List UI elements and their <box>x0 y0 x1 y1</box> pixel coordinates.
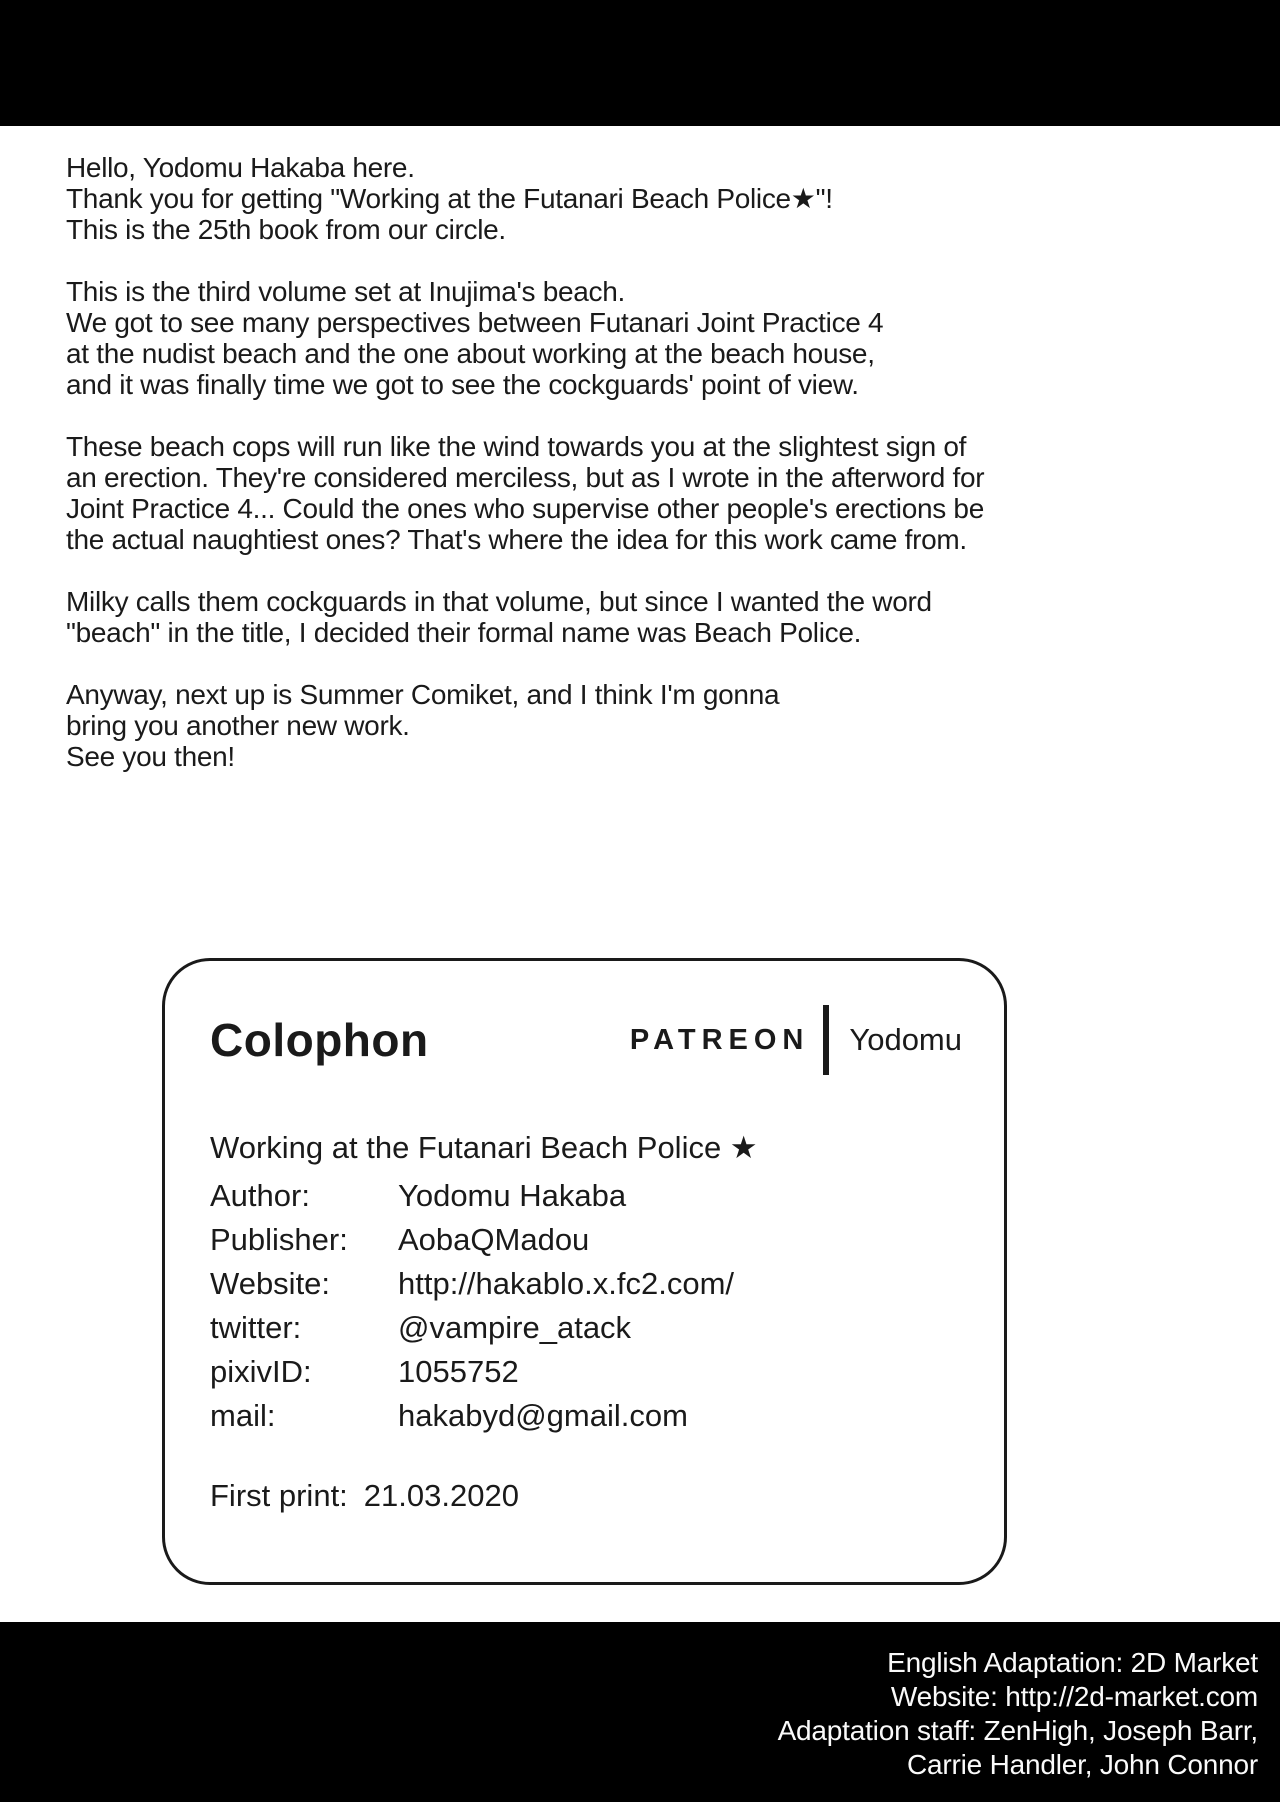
afterword-line: bring you another new work. <box>66 710 410 741</box>
colophon-box <box>162 958 1007 1585</box>
afterword-line: This is the third volume set at Inujima's beach. <box>66 276 625 307</box>
footer-line-website: Website: http://2d-market.com <box>890 1681 1258 1712</box>
field-label-pixiv: pixivID: <box>210 1354 312 1389</box>
patreon-logo <box>630 1005 962 1075</box>
afterword-paragraph <box>66 679 1216 772</box>
footer-line-staff: Adaptation staff: ZenHigh, Joseph Barr, <box>777 1715 1258 1746</box>
afterword-paragraph <box>66 152 1216 245</box>
field-row-author <box>210 1174 962 1218</box>
field-label-author: Author: <box>210 1178 310 1213</box>
footer-credits-bar <box>0 1622 1280 1802</box>
first-print-row <box>210 1478 962 1514</box>
afterword-line: "beach" in the title, I decided their formal name was Beach Police. <box>66 617 862 648</box>
field-label-publisher: Publisher: <box>210 1222 348 1257</box>
field-label-mail: mail: <box>210 1398 276 1433</box>
work-title: Working at the Futanari Beach Police ★ <box>210 1130 758 1165</box>
field-label-twitter: twitter: <box>210 1310 302 1345</box>
patreon-account-name: Yodomu <box>849 1022 962 1057</box>
afterword-line: We got to see many perspectives between Futanari Joint Practice 4 <box>66 307 884 338</box>
field-value-mail: hakabyd@gmail.com <box>398 1398 688 1433</box>
field-value-pixiv: 1055752 <box>398 1354 519 1389</box>
field-value-publisher: AobaQMadou <box>398 1222 590 1257</box>
first-print-date: 21.03.2020 <box>363 1478 519 1513</box>
patreon-wordmark: PATREON <box>629 1023 810 1056</box>
field-value-author: Yodomu Hakaba <box>398 1178 627 1213</box>
afterword-line: Milky calls them cockguards in that volume, but since I wanted the word <box>66 586 932 617</box>
afterword-line: at the nudist beach and the one about working at the beach house, <box>66 338 875 369</box>
top-black-bar <box>0 0 1280 126</box>
colophon-heading: Colophon <box>210 1014 429 1066</box>
footer-credits-text <box>778 1646 1258 1782</box>
afterword-paragraph <box>66 586 1216 648</box>
field-row-twitter <box>210 1306 962 1350</box>
afterword-line: Anyway, next up is Summer Comiket, and I think I'm gonna <box>66 679 780 710</box>
first-print-label: First print: <box>210 1478 348 1513</box>
field-row-pixiv <box>210 1350 962 1394</box>
afterword-line: an erection. They're considered merciless, but as I wrote in the afterword for <box>66 462 985 493</box>
footer-line-staff-cont: Carrie Handler, John Connor <box>906 1749 1258 1780</box>
field-row-website <box>210 1262 962 1306</box>
afterword-line: See you then! <box>66 741 235 772</box>
afterword-line: the actual naughtiest ones? That's where the idea for this work came from. <box>66 524 967 555</box>
afterword-line: These beach cops will run like the wind towards you at the slightest sign of <box>66 431 967 462</box>
afterword-line: Hello, Yodomu Hakaba here. <box>66 152 415 183</box>
field-label-website: Website: <box>210 1266 331 1301</box>
afterword-line: This is the 25th book from our circle. <box>66 214 506 245</box>
afterword-line: Thank you for getting "Working at the Futanari Beach Police★"! <box>66 183 833 214</box>
patreon-divider <box>823 1005 829 1075</box>
afterword-text <box>66 152 1216 803</box>
afterword-line: Joint Practice 4... Could the ones who supervise other people's erections be <box>66 493 984 524</box>
field-row-publisher <box>210 1218 962 1262</box>
afterword-paragraph <box>66 276 1216 400</box>
afterword-line: and it was finally time we got to see the cockguards' point of view. <box>66 369 859 400</box>
field-value-twitter: @vampire_atack <box>398 1310 632 1345</box>
field-row-mail <box>210 1394 962 1438</box>
footer-line-adaptation: English Adaptation: 2D Market <box>887 1647 1258 1678</box>
colophon-fields <box>210 1174 962 1438</box>
colophon-header <box>210 1005 962 1075</box>
afterword-paragraph <box>66 431 1216 555</box>
field-value-website: http://hakablo.x.fc2.com/ <box>398 1266 735 1301</box>
